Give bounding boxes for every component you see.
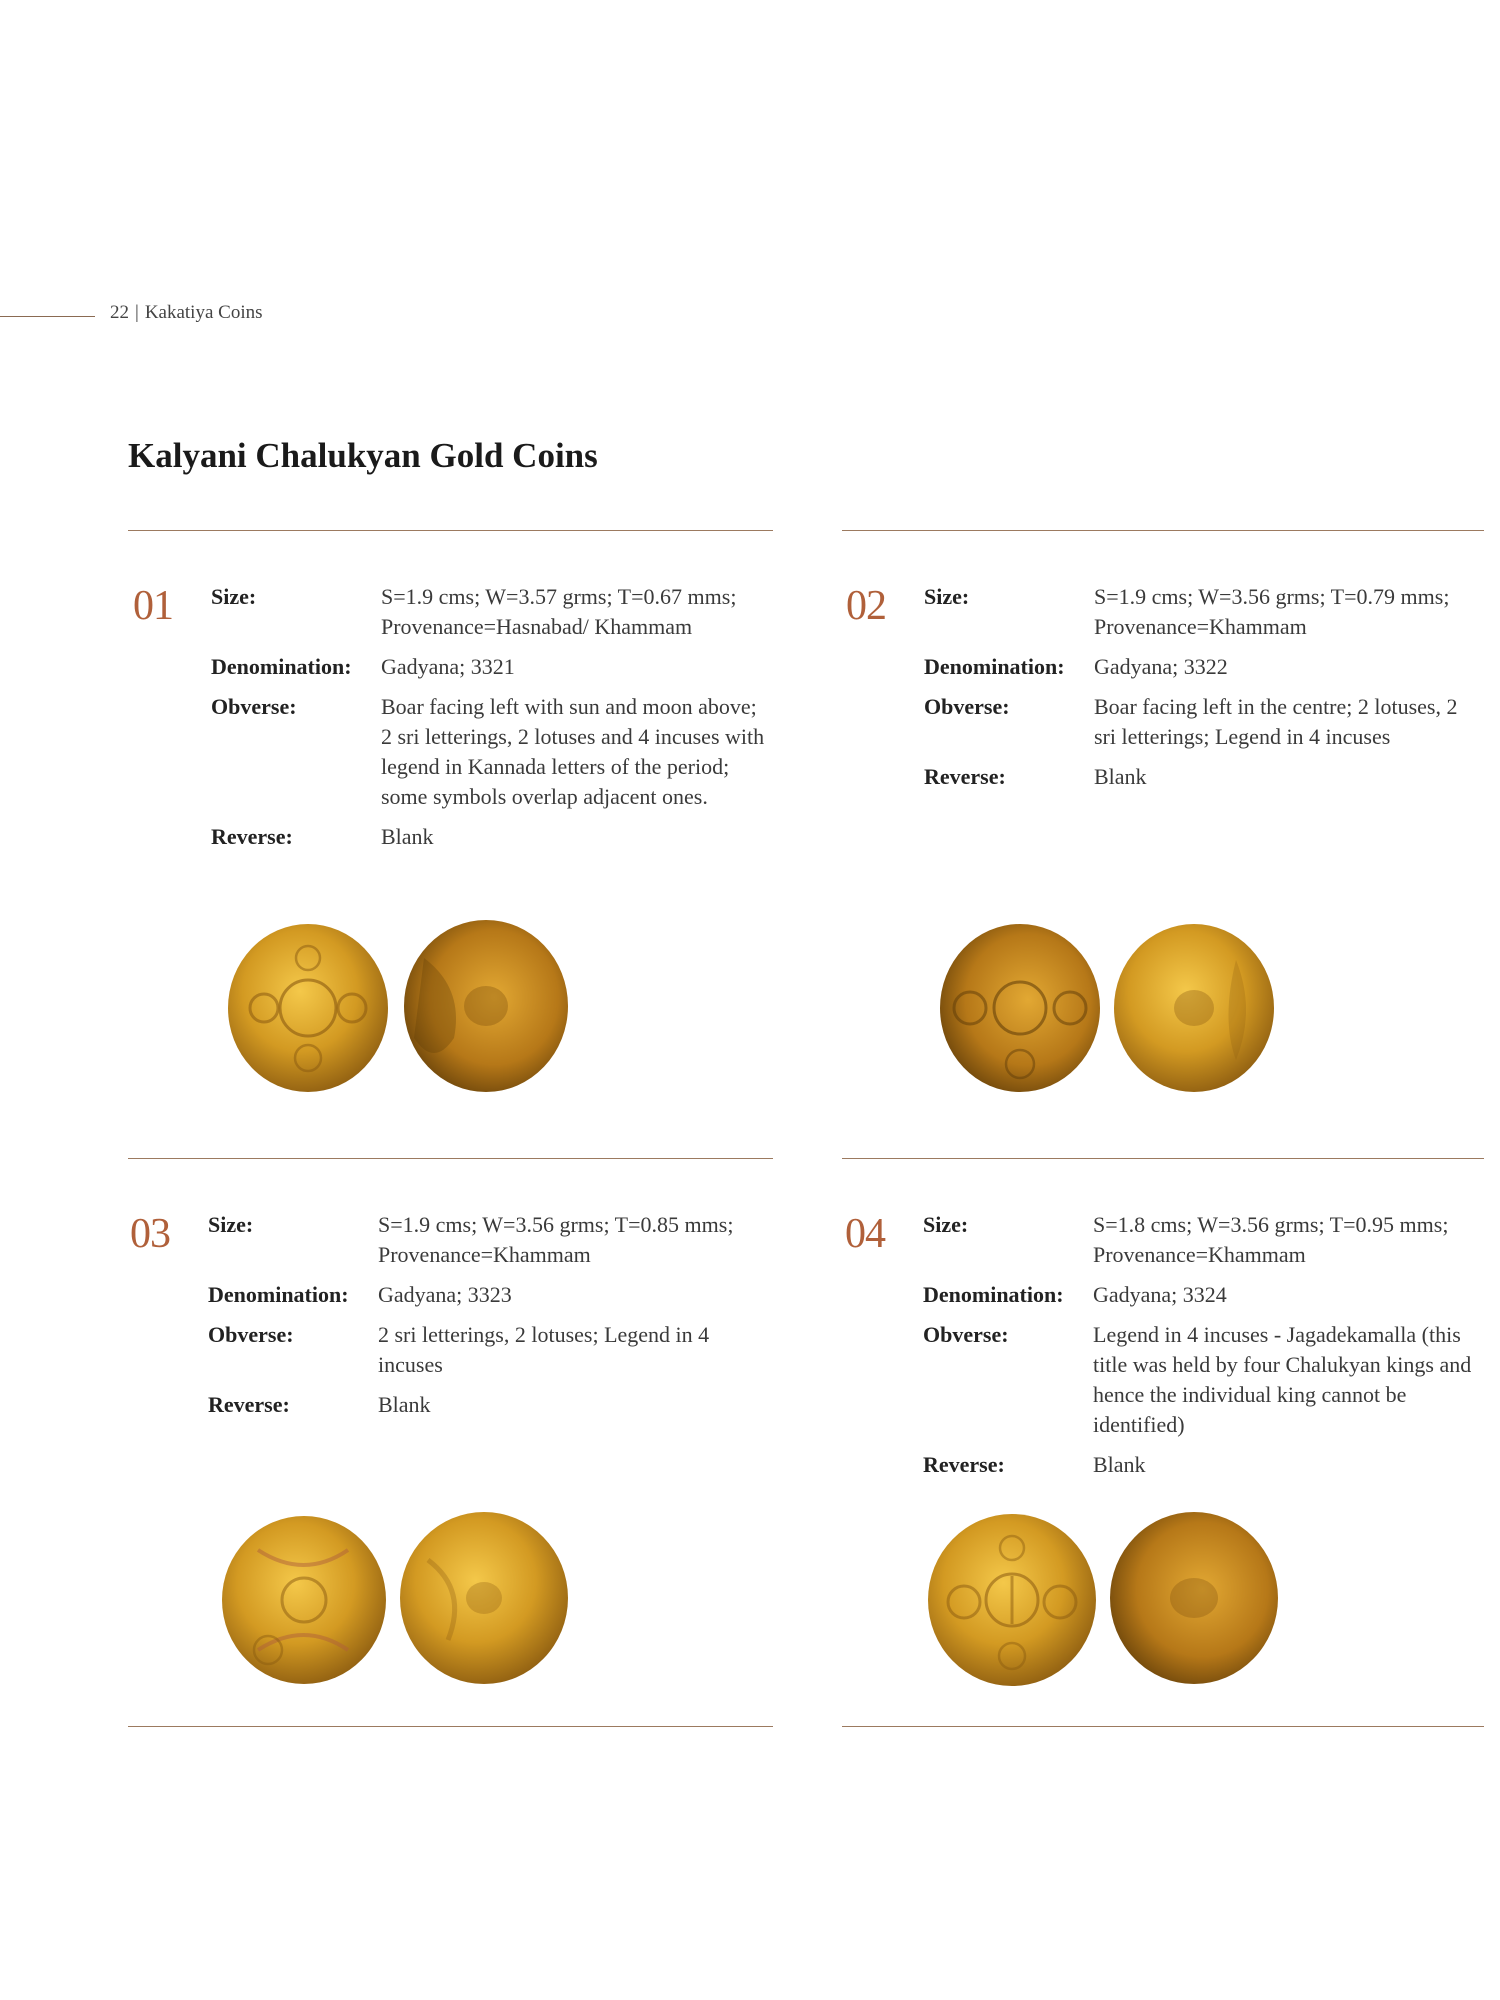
- spec-row-size: [211, 582, 771, 642]
- coin-spec: [923, 1210, 1483, 1490]
- divider-rule: [128, 1158, 773, 1159]
- spec-row-reverse: [211, 822, 771, 852]
- running-header: [110, 302, 263, 324]
- spec-value: Blank: [1093, 1452, 1146, 1477]
- obverse-coin-image: [228, 924, 388, 1092]
- reverse-coin-image: [400, 1512, 568, 1684]
- coin-spec: [208, 1210, 768, 1430]
- reverse-coin-image: [1110, 1512, 1278, 1684]
- divider-rule: [842, 1726, 1484, 1727]
- spec-label: Reverse:: [211, 824, 293, 849]
- spec-label: Obverse:: [923, 1322, 1009, 1347]
- spec-value: Gadyana; 3322: [1094, 654, 1228, 679]
- coin-photos-image: [224, 918, 574, 1098]
- reverse-coin-image: [1114, 924, 1274, 1092]
- spec-label: Obverse:: [211, 694, 297, 719]
- spec-value: S=1.9 cms; W=3.57 grms; T=0.67 mms; Provenance=Hasnabad/ Khammam: [381, 584, 737, 639]
- spec-label: Denomination:: [924, 654, 1065, 679]
- spec-row-denomination: [211, 652, 771, 682]
- header-separator: |: [135, 302, 139, 323]
- reverse-coin-image: [404, 920, 568, 1092]
- spec-value: S=1.9 cms; W=3.56 grms; T=0.85 mms; Provenance=Khammam: [378, 1212, 734, 1267]
- coin-spec: [924, 582, 1484, 802]
- spec-value: Boar facing left in the centre; 2 lotuses, 2 sri letterings; Legend in 4 incuses: [1094, 694, 1458, 749]
- spec-label: Obverse:: [924, 694, 1010, 719]
- spec-label: Reverse:: [923, 1452, 1005, 1477]
- spec-value: Blank: [381, 824, 434, 849]
- spec-label: Size:: [211, 584, 257, 609]
- spec-row-reverse: [208, 1390, 768, 1420]
- spec-label: Reverse:: [208, 1392, 290, 1417]
- coin-photo-pair: [218, 1510, 578, 1690]
- spec-value: Blank: [378, 1392, 431, 1417]
- page-number: 22: [110, 302, 129, 323]
- obverse-coin-image: [222, 1516, 386, 1684]
- spec-value: Boar facing left with sun and moon above; 2 sri letterings, 2 lotuses and 4 incuses with legend in Kannada letters of the period; some symbols overlap adjacent ones.: [381, 694, 765, 809]
- spec-value: Blank: [1094, 764, 1147, 789]
- spec-value: Legend in 4 incuses - Jagadekamalla (this title was held by four Chalukyan kings and hence the individual king cannot be identified): [1093, 1322, 1472, 1437]
- spec-row-denomination: [924, 652, 1484, 682]
- divider-rule: [128, 1726, 773, 1727]
- book-title: Kakatiya Coins: [144, 302, 263, 323]
- spec-label: Size:: [924, 584, 970, 609]
- coin-number: 01: [133, 583, 173, 629]
- spec-label: Denomination:: [208, 1282, 349, 1307]
- spec-value: Gadyana; 3323: [378, 1282, 512, 1307]
- spec-row-denomination: [208, 1280, 768, 1310]
- coin-number: 03: [130, 1211, 170, 1257]
- divider-rule: [842, 530, 1484, 531]
- header-rule: [0, 316, 95, 317]
- coin-number: 02: [846, 583, 886, 629]
- spec-row-obverse: [924, 692, 1484, 752]
- obverse-coin-image: [928, 1514, 1096, 1686]
- coin-photo-pair: [224, 918, 574, 1098]
- coin-spec: [211, 582, 771, 862]
- spec-row-obverse: [923, 1320, 1483, 1440]
- spec-row-denomination: [923, 1280, 1483, 1310]
- spec-label: Denomination:: [923, 1282, 1064, 1307]
- coin-photos-image: [218, 1510, 578, 1690]
- spec-value: Gadyana; 3324: [1093, 1282, 1227, 1307]
- spec-row-obverse: [211, 692, 771, 812]
- coin-number: 04: [845, 1211, 885, 1257]
- divider-rule: [128, 530, 773, 531]
- obverse-coin-image: [940, 924, 1100, 1092]
- spec-label: Denomination:: [211, 654, 352, 679]
- spec-value: 2 sri letterings, 2 lotuses; Legend in 4 incuses: [378, 1322, 710, 1377]
- coin-photo-pair: [926, 1510, 1286, 1690]
- spec-row-size: [208, 1210, 768, 1270]
- coin-photos-image: [926, 1510, 1286, 1690]
- spec-label: Size:: [923, 1212, 969, 1237]
- divider-rule: [842, 1158, 1484, 1159]
- spec-value: S=1.9 cms; W=3.56 grms; T=0.79 mms; Provenance=Khammam: [1094, 584, 1450, 639]
- spec-value: S=1.8 cms; W=3.56 grms; T=0.95 mms; Provenance=Khammam: [1093, 1212, 1449, 1267]
- page-title: Kalyani Chalukyan Gold Coins: [128, 436, 598, 475]
- spec-label: Obverse:: [208, 1322, 294, 1347]
- coin-photos-image: [936, 920, 1286, 1100]
- spec-row-obverse: [208, 1320, 768, 1380]
- spec-row-reverse: [923, 1450, 1483, 1480]
- spec-row-reverse: [924, 762, 1484, 792]
- spec-value: Gadyana; 3321: [381, 654, 515, 679]
- spec-row-size: [924, 582, 1484, 642]
- coin-photo-pair: [936, 920, 1286, 1100]
- spec-label: Reverse:: [924, 764, 1006, 789]
- spec-label: Size:: [208, 1212, 254, 1237]
- spec-row-size: [923, 1210, 1483, 1270]
